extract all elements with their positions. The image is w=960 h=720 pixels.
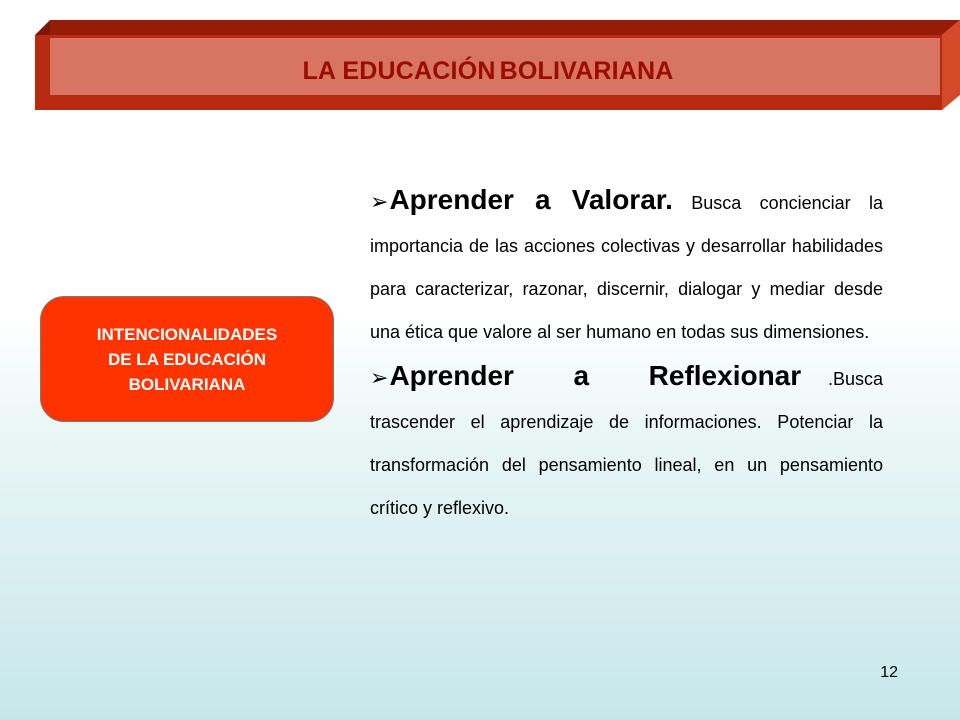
arrow-bullet-icon: ➢ [370,189,389,214]
slide-title [0,57,960,86]
intentionalities-box [40,296,334,422]
title-banner [0,0,960,120]
item-term: Aprender a Valorar [389,184,666,215]
intent-line-2: DE LA EDUCACIÓN [107,349,267,369]
banner-left-cap [35,20,50,35]
list-item [370,178,883,354]
content-list [370,178,883,530]
slide-title-part-1: LA EDUCACIÓN [302,57,496,85]
intent-line-1: INTENCIONALIDADES [96,324,278,344]
item-term-suffix: . [665,184,673,215]
item-term: Aprender a Reflexionar [389,360,802,391]
item-description: Busca concienciar la importancia de las acciones colectivas y desarrollar habilidades para caracterizar, razonar, discernir, dialogar y mediar desde una ética que valore al ser humano en todas sus dimensiones. [370,193,883,342]
item-description: .Busca trascender el aprendizaje de informaciones. Potenciar la transformación del pensamiento lineal, en un pensamiento crítico y reflexivo. [370,369,883,518]
page-number: 12 [880,664,898,681]
arrow-bullet-icon: ➢ [370,365,389,390]
banner-top-bevel [50,20,960,35]
list-item [370,354,883,530]
intent-line-3: BOLIVARIANA [128,374,246,394]
slide-title-part-2: BOLIVARIANA [499,57,674,85]
